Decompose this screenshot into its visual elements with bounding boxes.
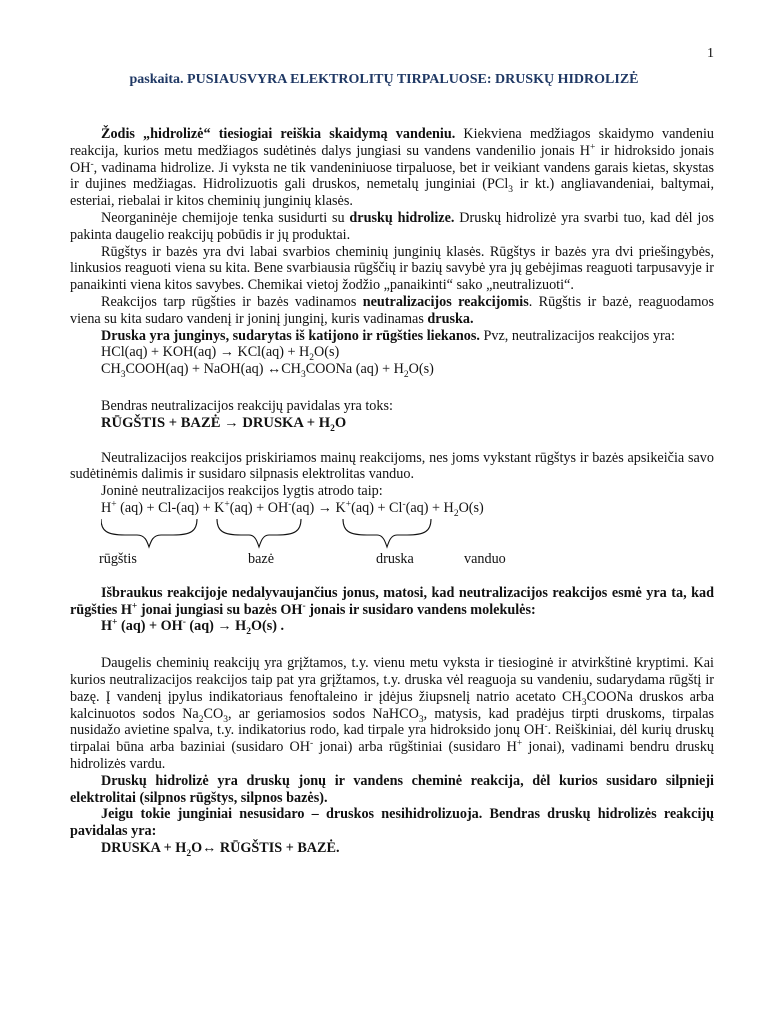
brace-group [101,517,714,551]
label-base: bazė [248,550,274,567]
text: ir kt.) angliavandeniai, baltymai, esteriai, riebalai ir kitos cheminių junginių klasės. [70,176,714,210]
subscript: 3 [120,369,126,380]
text: HCl(aq) + KOH(aq) [101,344,220,361]
subscript: 3 [300,369,306,380]
paragraph-net-ionic [70,585,714,619]
text: (aq) + H [405,499,454,516]
label-salt: druska [376,550,414,567]
text: CH [101,361,121,378]
label-acid: rūgštis [99,550,137,567]
superscript: - [90,158,94,169]
text: ir hidroksido jonais OH [70,142,715,176]
text: O(s) [314,344,340,361]
lead-definition: Žodis „hidrolizė“ tiesiogiai reiškia skaidymą vandeniu. [101,126,456,142]
document-body [70,126,714,857]
superscript: + [224,499,230,510]
text: DRUSKA + H [238,414,331,431]
subscript: 3 [508,185,514,196]
subscript: 2 [330,423,335,434]
text: O [191,839,203,856]
text: CH [281,361,301,378]
text: , ar geriamosios sodos NaHCO [227,705,419,722]
text: O(s) . [250,618,285,635]
text: jonai) arba rūgštiniai (susidaro H [313,739,517,756]
text: CO [203,705,224,722]
text: Išbraukus reakcijoje nedalyvaujančius jonus, matosi, kad neutralizacijos reakcijos esmė yra ta, kad rūgšties H [70,584,714,618]
bold-term: Druska yra junginys, sudarytas iš katijono ir rūgšties liekanos. [101,327,480,344]
paragraph-exchange-reactions: Neutralizacijos reakcijos priskiriamos mainų reakcijoms, nes joms vykstant rūgštys ir bazės apsikeičia savo sudėtinėmis dalimis ir susidaro silpnasis elektrolitas vanduo. [70,449,714,483]
text: . Rūgštis ir bazė, reaguodamos viena su kita sudaro vandenį ir joninį junginį, kuris vadinamas [70,293,714,327]
paragraph-hydrolysis-definition [70,126,714,210]
equation-hcl-koh [101,344,714,364]
base-brace-icon [217,519,301,547]
superscript: + [111,499,117,510]
text: (aq) + OH [229,499,289,516]
superscript: + [516,738,523,749]
text: (aq) + Cl-(aq) + K [116,499,225,516]
text: Druskų hidrolizė yra svarbi tuo, kad dėl jos pakinta daugelio reakcijų pobūdis ir jų produktai. [70,209,714,243]
page-title: paskaita. PUSIAUSVYRA ELEKTROLITŲ TIRPALUOSE: DRUSKŲ HIDROLIZĖ [129,72,639,87]
text: Reakcijos tarp rūgšties ir bazės vadinamos [101,293,363,310]
text: Neorganinėje chemijoje tenka susidurti su [101,209,350,226]
paragraph-no-hydrolysis: Jeigu tokie junginiai nesusidaro – druskos nesihidrolizuoja. Bendras druskų hidrolizės reakcijų pavidalas yra: [70,806,714,840]
page-number: 1 [707,46,714,61]
brace-labels [70,551,714,571]
text: O(s) [408,361,434,378]
superscript: + [345,499,352,510]
hydrolysis-equation [101,840,714,857]
underbrace-graphic [101,517,701,551]
arrow-icon: → [217,618,232,635]
text: (aq) [291,499,318,516]
text: H [101,618,113,635]
text: jonai jungiasi su bazės OH [137,601,303,618]
superscript: + [112,617,118,628]
subscript: 3 [418,714,424,725]
text: RŪGŠTIS + BAZĖ [101,414,225,431]
superscript: - [544,721,548,732]
bold-term: neutralizacijos reakcijomis [362,293,529,310]
paragraph-neutralization [70,294,714,328]
bold-term: druska. [427,310,474,327]
text: Kiekviena medžiagos skaidymo vandeniu reakcija, kurios metu medžiagos sudėtinės dalys jungiasi su vandens vandenilio jonais H [70,126,714,159]
paragraph-reversible-reactions [70,655,714,773]
superscript: - [182,617,186,628]
text: COONa (aq) + H [305,361,404,378]
subscript: 2 [198,714,204,725]
arrow-icon: → [219,344,234,361]
paragraph-acids-bases: Rūgštys ir bazės yra dvi labai svarbios cheminių junginių klasės. Rūgštys ir bazės yra dvi priešingybės, linkusios reaguoti viena su kita. Bene svarbiausia rūgščių ir bazių savybė yra jų gebėjimas reaguoti tarpusavyje ir panaikinti viena kitos savybes. Chemikai vietoj žodžio „panaikinti“ sako „neutralizuoti“. [70,243,714,294]
text: jonais ir susidaro vandens molekulės: [305,601,536,618]
paragraph-hydrolysis-definition-bold: Druskų hidrolizė yra druskų jonų ir vandens cheminė reakcija, dėl kurios susidaro silpnieji elektrolitai (silpnos rūgštys, silpnos bazės). [70,772,714,806]
subscript: 2 [186,848,192,859]
bold-term: druskų hidrolize. [349,209,455,226]
subscript: 2 [403,369,409,380]
salt-brace-icon [343,519,431,547]
text: RŪGŠTIS + BAZĖ. [216,839,340,856]
text: K [331,499,346,516]
text: H [101,499,112,516]
general-equation [101,415,714,432]
text: O [334,414,347,431]
text: O(s) [458,499,484,516]
subscript: 3 [581,697,587,708]
subscript: 3 [223,714,228,725]
equation-acetic-acid [101,361,714,378]
text: (aq) + Cl [351,499,403,516]
text: KCl(aq) + H [233,344,310,361]
ionic-intro: Joninė neutralizacijos reakcijos lygtis atrodo taip: [101,483,383,500]
text: , vadinama hidrolize. Ji vyksta ne tik vandeniniuose tirpaluose, bet ir veikiant vandens garais kietas, skystas ir dujines medžiagas. Hidrolizuotis gali druskos, nemetalų junginiai (PCl [70,159,714,193]
acid-brace-icon [101,519,197,547]
subscript: 2 [309,353,315,364]
text: COOH(aq) + NaOH(aq) [125,361,268,378]
arrow-icon: → [224,414,239,431]
text: DRUSKA + H [101,839,187,856]
text: Daugelis cheminių reakcijų yra grįžtamos, t.y. vienu metu vyksta ir tiesioginė ir atvirkštinė kryptimi. Kai kurios neutralizacijos reakcijos taip pat yra grįžtamos, t.y. druska vėl reaguoja su vandeniu, sudarydama rūgštį ir bazę. Į vandenį įpylus indikatoriaus fenoftaleino ir įdėjus žiupsnelį natrio acetato CH [70,655,714,705]
superscript: - [402,499,406,510]
superscript: - [309,738,314,749]
paragraph-salt-definition [70,328,714,345]
net-ionic-equation [101,617,714,638]
text: , matysis, kad pradėjus tirpti druskoms, tirpalas nusidažo avietine spalva, t.y. indikatorius rodo, kad tirpale yra hidroksido jonų OH [70,705,715,739]
label-water: vanduo [464,550,506,567]
paragraph-inorganic-chemistry [70,210,714,244]
ionic-equation [101,500,714,517]
text: jonai), vadinami bendru druskų hidrolizės vardu. [70,739,715,772]
superscript: + [131,600,138,611]
superscript: - [288,499,292,510]
superscript: + [590,142,596,153]
text: COONa druskos arba kalcinuotos sodos Na [70,688,714,722]
subscript: 2 [453,508,459,519]
text: Pvz, neutralizacijos reakcijos yra: [479,327,675,344]
double-arrow-icon: ↔ [267,361,282,378]
text: . Reiškiniai, dėl kurių druskų tirpalai būna arba baziniai (susidaro OH [70,722,714,756]
general-intro: Bendras neutralizacijos reakcijų pavidalas yra toks: [101,397,393,414]
text: (aq) [185,618,218,635]
text: (aq) + OH [117,618,183,635]
arrow-icon: → [317,499,332,516]
double-arrow-icon: ↔ [202,839,217,856]
text: H [231,618,247,635]
superscript: - [302,600,306,611]
subscript: 2 [246,627,251,638]
